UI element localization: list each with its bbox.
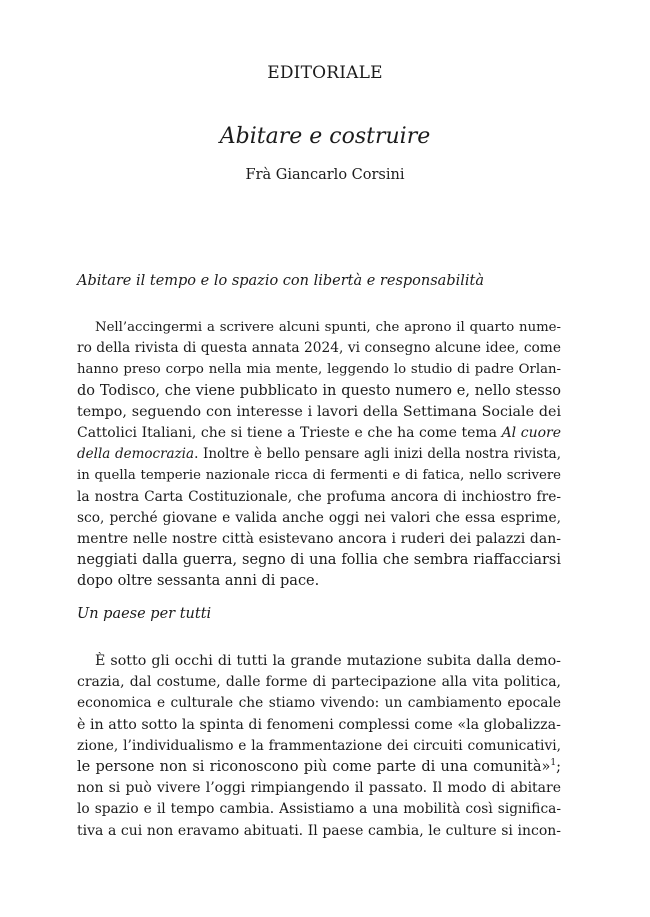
text-segment: ; bbox=[556, 758, 561, 775]
text-line: è in atto sotto la spinta di fenomeni complessi come «la globalizza- bbox=[77, 716, 561, 733]
text-line bbox=[77, 757, 561, 778]
text-line: in quella temperie nazionale ricca di fermenti e di fatica, nello scrivere bbox=[77, 468, 561, 484]
text-segment: Cattolici Italiani, che si tiene a Trieste e che ha come tema bbox=[77, 424, 497, 441]
text-line: neggiati dalla guerra, segno di una follia che sembra riaffacciarsi bbox=[77, 552, 561, 569]
italic-phrase: Al cuore bbox=[501, 424, 561, 441]
article-author: Frà Giancarlo Corsini bbox=[245, 167, 405, 183]
text-line bbox=[77, 444, 561, 465]
text-line: mentre nelle nostre città esistevano ancora i ruderi dei palazzi dan- bbox=[77, 530, 561, 547]
text-line: tiva a cui non eravamo abituati. Il paese cambia, le culture si incon- bbox=[77, 822, 561, 839]
section-label: EDITORIALE bbox=[267, 63, 383, 83]
text-line bbox=[77, 423, 561, 444]
text-line: do Todisco, che viene pubblicato in questo numero e, nello stesso bbox=[77, 382, 561, 399]
text-line: zione, l’individualismo e la frammentazione dei circuiti comunicativi, bbox=[77, 737, 561, 754]
text-line: hanno preso corpo nella mia mente, leggendo lo studio di padre Orlan- bbox=[77, 362, 561, 378]
text-segment: le persone non si riconoscono più come parte di una comunità» bbox=[77, 758, 551, 775]
text-segment: . Inoltre è bello pensare agli inizi della nostra rivista, bbox=[194, 446, 561, 463]
text-line: la nostra Carta Costituzionale, che profuma ancora di inchiostro fre- bbox=[77, 488, 561, 505]
text-line: sco, perché giovane e valida anche oggi nei valori che essa esprime, bbox=[77, 509, 561, 526]
section-heading-2: Un paese per tutti bbox=[77, 606, 212, 622]
paragraph-2 bbox=[77, 651, 561, 842]
italic-phrase: della democrazia bbox=[77, 446, 195, 463]
text-line: economica e culturale che stiamo vivendo: un cambiamento epocale bbox=[77, 695, 561, 712]
text-line: tempo, seguendo con interesse i lavori della Settimana Sociale dei bbox=[77, 403, 561, 420]
text-line: È sotto gli occhi di tutti la grande mutazione subita dalla demo- bbox=[95, 653, 561, 669]
footnote-ref[interactable]: 1 bbox=[550, 757, 557, 768]
text-line: non si può vivere l’oggi rimpiangendo il passato. Il modo di abitare bbox=[77, 780, 561, 797]
paragraph-1 bbox=[77, 317, 561, 592]
text-line: crazia, dal costume, dalle forme di partecipazione alla vita politica, bbox=[77, 674, 561, 691]
text-line: Nell’accingermi a scrivere alcuni spunti, che aprono il quarto nume- bbox=[95, 320, 561, 335]
text-line: ro della rivista di questa annata 2024, vi consegno alcune idee, come bbox=[77, 340, 561, 357]
text-line: dopo oltre sessanta anni di pace. bbox=[77, 573, 320, 590]
text-line: lo spazio e il tempo cambia. Assistiamo a una mobilità così significa- bbox=[77, 801, 561, 818]
section-heading-1: Abitare il tempo e lo spazio con libertà e responsabilità bbox=[77, 273, 484, 289]
article-title: Abitare e costruire bbox=[219, 124, 431, 149]
